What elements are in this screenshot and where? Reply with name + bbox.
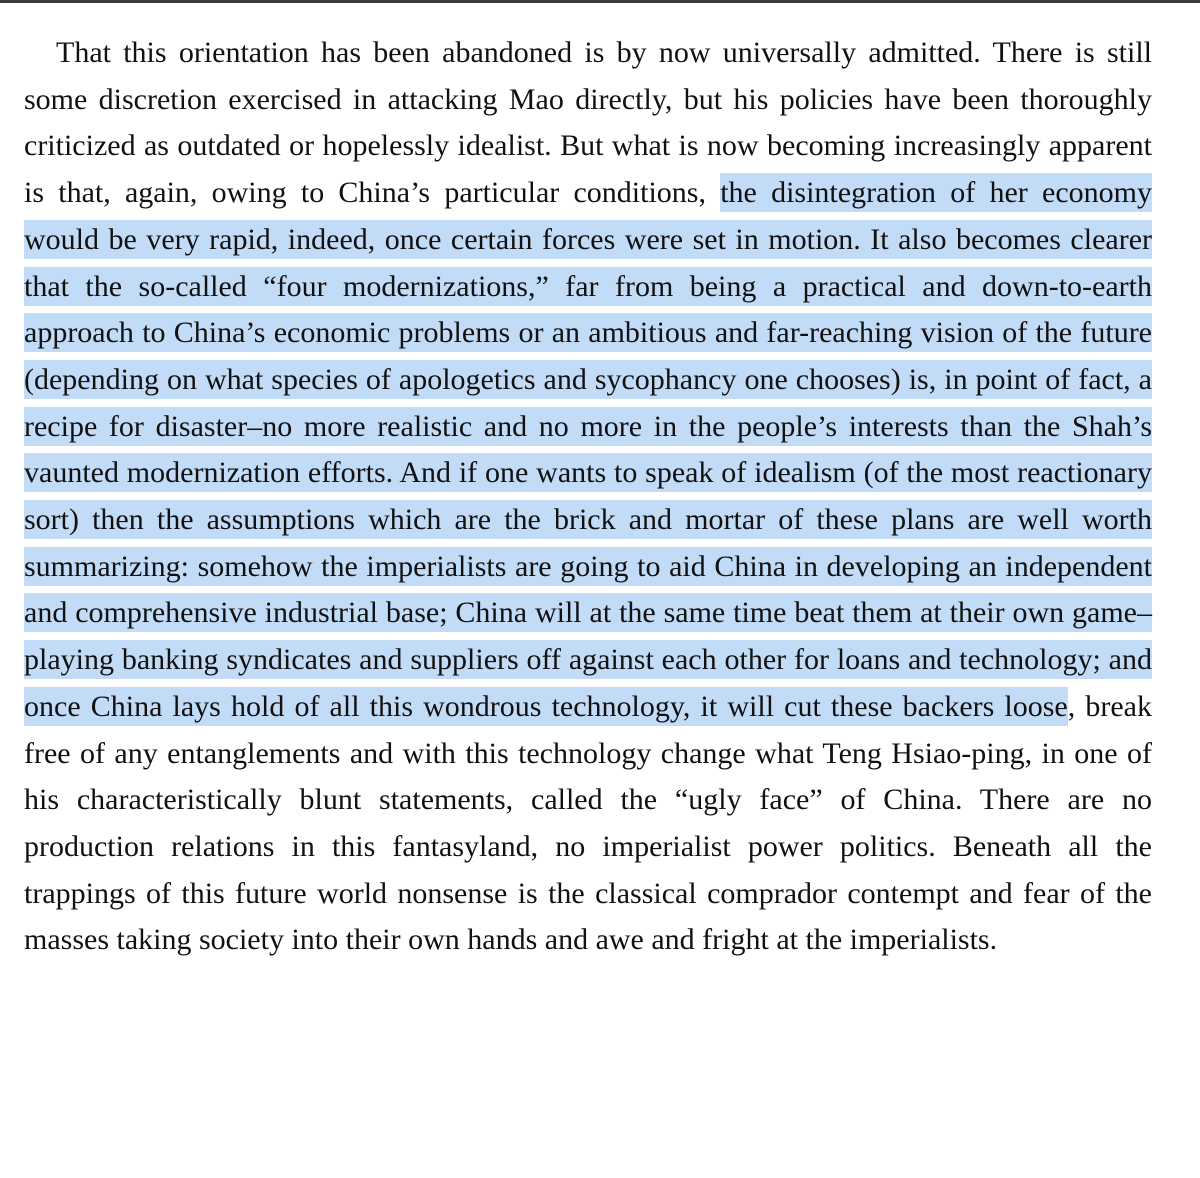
top-border (0, 0, 1200, 3)
document-page (24, 30, 1152, 964)
text-after-selection: , break free of any entanglements and with this technology change what Teng Hsiao-ping, in one of his characteristically blunt statements, called the “ugly face” of China. There are no production relations in this fantasyland, no imperialist power politics. Beneath all the trappings of this future world nonsense is the classical comprador contempt and fear of the masses taking society into their own hands and awe and fright at the imperialists. (24, 689, 1152, 957)
body-paragraph[interactable] (24, 30, 1152, 964)
selected-text-highlight[interactable]: the disintegration of her economy would be very rapid, indeed, once certain forces were set in motion. It also becomes clearer that the so-called “four modernizations,” far from being a practical and down-to-earth approach to China’s economic problems or an ambitious and far-reaching vision of the future (depending on what species of apologetics and sycophancy one chooses) is, in point of fact, a recipe for disaster–no more realistic and no more in the people’s interests than the Shah’s vaunted modernization efforts. And if one wants to speak of idealism (of the most reactionary sort) then the assumptions which are the brick and mortar of these plans are well worth summarizing: somehow the imperialists are going to aid China in developing an independent and comprehensive industrial base; China will at the same time beat them at their own game–playing banking syndicates and suppliers off against each other for loans and technology; and once China lays hold of all this wondrous technology, it will cut these backers loose (24, 173, 1152, 726)
text-before-selection: That this orientation has been abandoned is by now universally admitted. There is still some discretion exercised in attacking Mao directly, but his policies have been thoroughly criticized as outdated or hopelessly idealist. But what is now becoming increasingly apparent is that, again, owing to China’s particular conditions, (24, 36, 1152, 210)
